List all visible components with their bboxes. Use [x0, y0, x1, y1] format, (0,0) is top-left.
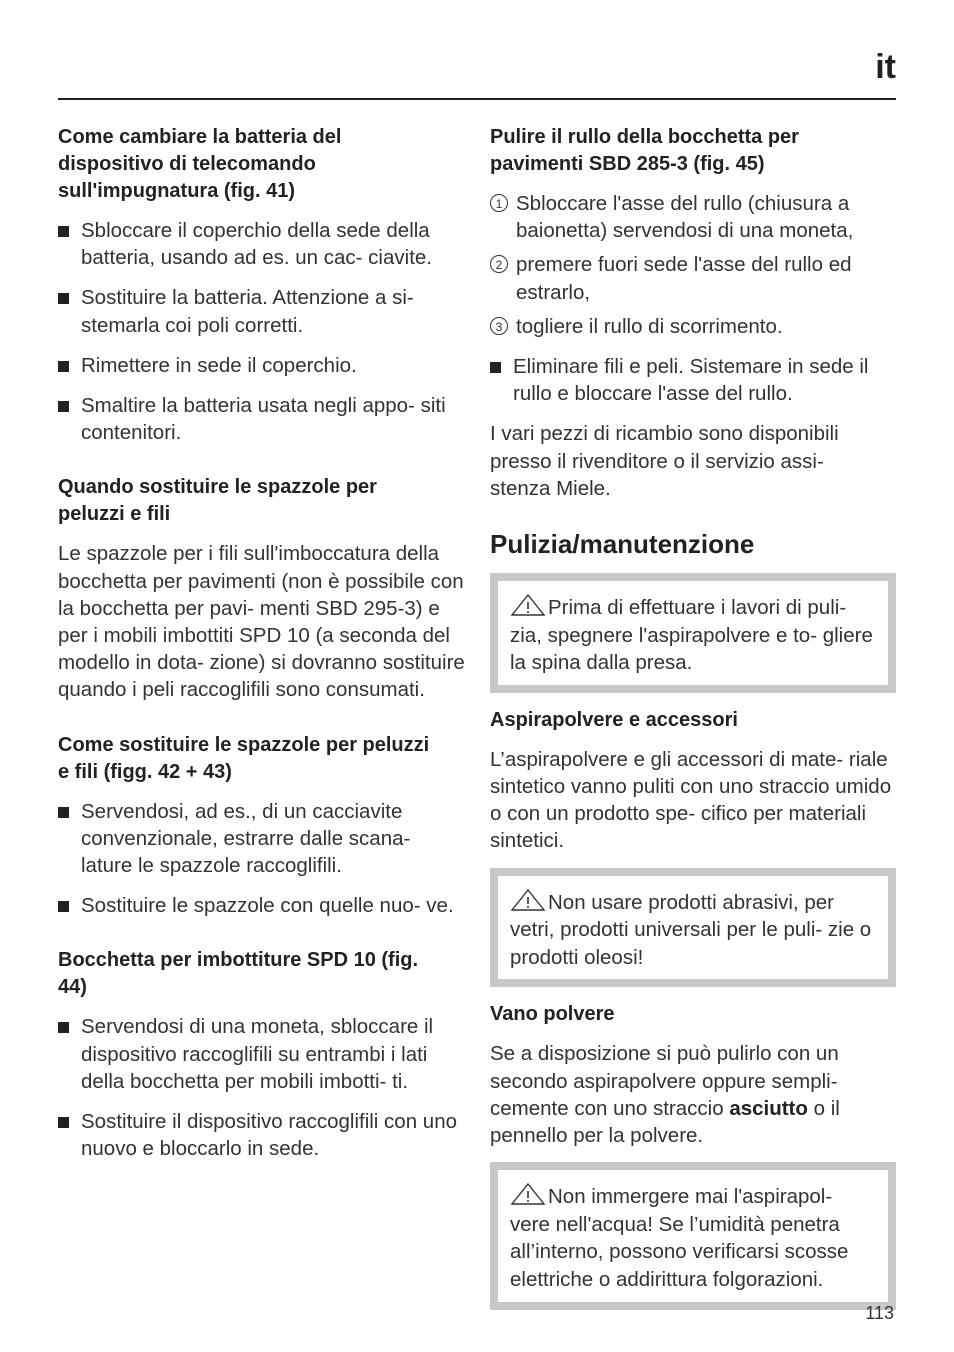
warning-box	[490, 868, 896, 988]
bullet-text: Eliminare fili e peli. Sistemare in sede il rullo e bloccare l'asse del rullo.	[513, 355, 869, 406]
paragraph-text: Se a disposizione si può pulirlo con un secondo aspirapolvere oppure sempli- cemente con uno straccio	[490, 1042, 839, 1120]
step-item	[490, 251, 896, 305]
step-number-icon: 3	[490, 317, 508, 335]
bullet-square-icon	[58, 901, 69, 912]
bullet-square-icon	[58, 361, 69, 372]
header-rule	[58, 98, 896, 100]
paragraph-accessories: L’aspirapolvere e gli accessori di mate- riale sintetico vanno puliti con uno straccio umido o con un prodotto spe- cifico per materiali sintetici.	[490, 747, 892, 853]
bullet-item	[490, 353, 896, 407]
step-text: togliere il rullo di scorrimento.	[516, 314, 783, 338]
bullet-square-icon	[58, 1117, 69, 1128]
bullet-item	[58, 1013, 466, 1095]
bullet-square-icon	[58, 226, 69, 237]
heading-brushes-when: Quando sostituire le spazzole per peluzzi e fili	[58, 476, 377, 526]
bullet-text: Sbloccare il coperchio della sede della batteria, usando ad es. un cac- ciavite.	[81, 219, 432, 270]
language-label: it	[875, 48, 896, 86]
step-number-icon: 1	[490, 194, 508, 212]
bullet-text: Servendosi di una moneta, sbloccare il dispositivo raccoglifili su entrambi i lati della bocchetta per mobili imbotti- ti.	[81, 1015, 434, 1093]
warning-triangle-icon	[510, 1182, 546, 1206]
warning-text: Non immergere mai l'aspirapol- vere nell'acqua! Se l’umidità penetra all’interno, possono verificarsi scosse elettriche o addirittura folgorazioni.	[510, 1185, 849, 1291]
heading-accessories: Aspirapolvere e accessori	[490, 708, 738, 731]
bullet-square-icon	[58, 293, 69, 304]
left-column	[58, 124, 468, 1175]
step-text: Sbloccare l'asse del rullo (chiusura a baionetta) servendosi di una moneta,	[516, 192, 854, 243]
paragraph-brushes: Le spazzole per i fili sull'imboccatura della bocchetta per pavimenti (non è possibile con la bocchetta per pavi- menti SBD 295-3) e per i mobili imbottiti SPD 10 (a seconda del modello in dota- zione) si dovranno sostituire quando i peli raccoglifili sono consumati.	[58, 542, 465, 702]
bullet-item	[58, 798, 461, 880]
warning-text: Prima di effettuare i lavori di puli- zia, spegnere l'aspirapolvere e to- gliere la spina dalla presa.	[510, 596, 873, 675]
bullet-item	[58, 392, 466, 446]
heading-dust-compartment: Vano polvere	[490, 1003, 615, 1026]
step-number-icon: 2	[490, 255, 508, 273]
bullet-square-icon	[58, 807, 69, 818]
heading-roller: Pulire il rullo della bocchetta per pavimenti SBD 285-3 (fig. 45)	[490, 126, 799, 175]
bullet-text: Rimettere in sede il coperchio.	[81, 353, 357, 377]
page-number: 113	[865, 1303, 894, 1323]
bullet-square-icon	[58, 401, 69, 412]
bullet-item	[58, 284, 461, 338]
paragraph-dust-compartment	[490, 1040, 896, 1149]
heading-battery: Come cambiare la batteria del dispositivo di telecomando sull'impugnatura (fig. 41)	[58, 126, 342, 202]
bullet-text: Sostituire il dispositivo raccoglifili con uno nuovo e bloccarlo in sede.	[81, 1110, 458, 1161]
bullet-square-icon	[490, 362, 501, 373]
heading-brushes-how: Come sostituire le spazzole per peluzzi e fili (figg. 42 + 43)	[58, 733, 430, 783]
bullet-text: Servendosi, ad es., di un cacciavite convenzionale, estrarre dalle scana- lature le spazzole raccoglifili.	[81, 799, 411, 878]
paragraph-spare-parts: I vari pezzi di ricambio sono disponibili presso il rivenditore o il servizio assi- stenza Miele.	[490, 422, 839, 500]
emphasis-text: asciutto	[729, 1096, 808, 1120]
bullet-item	[58, 352, 468, 379]
warning-text: Non usare prodotti abrasivi, per vetri, prodotti universali per le puli- zie o prodotti oleosi!	[510, 890, 872, 969]
step-item	[490, 190, 896, 244]
section-title: Pulizia/manutenzione	[490, 529, 755, 560]
step-text: premere fuori sede l'asse del rullo ed estrarlo,	[516, 253, 852, 304]
warning-triangle-icon	[510, 888, 546, 912]
bullet-square-icon	[58, 1022, 69, 1033]
step-item	[490, 313, 896, 340]
bullet-text: Smaltire la batteria usata negli appo- siti contenitori.	[81, 394, 446, 445]
bullet-item	[58, 1108, 468, 1162]
warning-box	[490, 573, 896, 693]
bullet-item	[58, 892, 466, 919]
warning-box	[490, 1162, 896, 1309]
right-column	[490, 124, 896, 1324]
bullet-text: Sostituire la batteria. Attenzione a si- stemarla coi poli corretti.	[81, 286, 414, 337]
paragraph-text: o il pennello per la polvere.	[490, 1096, 840, 1148]
bullet-text: Sostituire le spazzole con quelle nuo- ve.	[81, 894, 454, 918]
warning-triangle-icon	[510, 593, 546, 617]
heading-spd10: Bocchetta per imbottiture SPD 10 (fig. 44)	[58, 949, 419, 999]
bullet-item	[58, 217, 461, 271]
